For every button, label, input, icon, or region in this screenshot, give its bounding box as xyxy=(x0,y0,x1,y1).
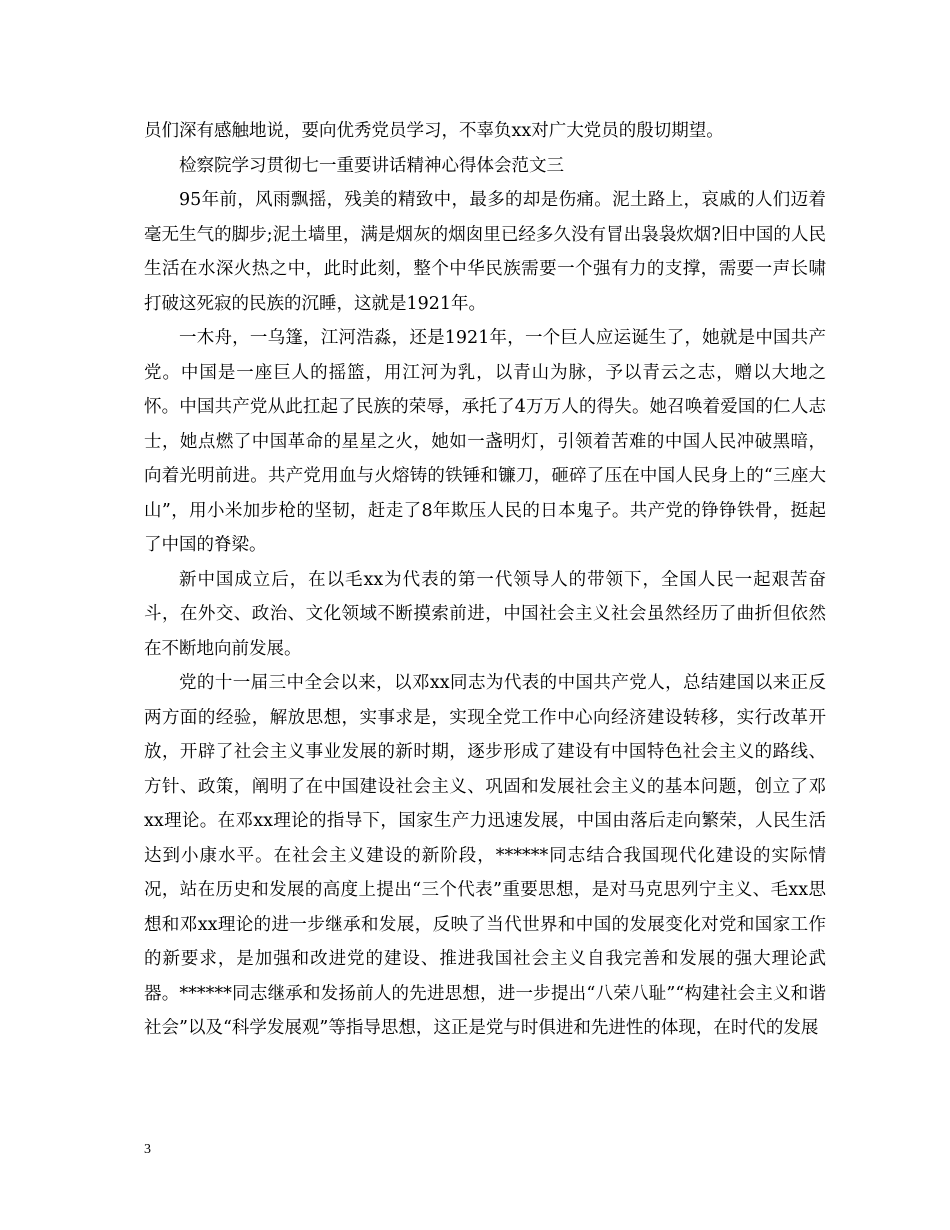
paragraph: 95年前，风雨飘摇，残美的精致中，最多的却是伤痛。泥土路上，哀戚的人们迈着毫无生气的脚步;泥土墙里，满是烟灰的烟囱里已经多久没有冒出袅袅炊烟?旧中国的人民生活在水深火热之中，此时此刻，整个中华民族需要一个强有力的支撑，需要一声长啸打破这死寂的民族的沉睡，这就是1921年。 xyxy=(144,190,826,314)
paragraph: 新中国成立后，在以毛xx为代表的第一代领导人的带领下，全国人民一起艰苦奋斗，在外交、政治、文化领域不断摸索前进，中国社会主义社会虽然经历了曲折但依然在不断地向前发展。 xyxy=(144,569,826,659)
section-title: 检察院学习贯彻七一重要讲话精神心得体会范文三 xyxy=(179,155,564,176)
paragraph: 一木舟，一乌篷，江河浩淼，还是1921年，一个巨人应运诞生了，她就是中国共产党。中国是一座巨人的摇篮，用江河为乳，以青山为脉，予以青云之志，赠以大地之怀。中国共产党从此扛起了民族的荣辱，承托了4万万人的得失。她召唤着爱国的仁人志士，她点燃了中国革命的星星之火，她如一盏明灯，引领着苦难的中国人民冲破黑暗，向着光明前进。共产党用血与火熔铸的铁锤和镰刀，砸碎了压在中国人民身上的“三座大山”，用小米加步枪的坚韧，赶走了8年欺压人民的日本鬼子。共产党的铮铮铁骨，挺起了中国的脊梁。 xyxy=(144,328,826,555)
paragraph: 党的十一届三中全会以来，以邓xx同志为代表的中国共产党人，总结建国以来正反两方面的经验，解放思想，实事求是，实现全党工作中心向经济建设转移，实行改革开放，开辟了社会主义事业发展的新时期，逐步形成了建设有中国特色社会主义的路线、方针、政策，阐明了在中国建设社会主义、巩固和发展社会主义的基本问题，创立了邓xx理论。在邓xx理论的指导下，国家生产力迅速发展，中国由落后走向繁荣，人民生活达到小康水平。在社会主义建设的新阶段，******同志结合我国现代化建设的实际情况，站在历史和发展的高度上提出“三个代表”重要思想，是对马克思列宁主义、毛xx思想和邓xx理论的进一步继承和发展，反映了当代世界和中国的发展变化对党和国家工作的新要求，是加强和改进党的建设、推进我国社会主义自我完善和发展的强大理论武器。******同志继承和发扬前人的先进思想，进一步提出“八荣八耻”“构建社会主义和谐社会”以及“科学发展观”等指导思想，这正是党与时俱进和先进性的体现，在时代的发展 xyxy=(144,673,826,1038)
paragraph-continuation: 员们深有感触地说，要向优秀党员学习，不辜负xx对广大党员的殷切期望。 xyxy=(144,121,724,141)
body-text xyxy=(144,114,826,1046)
page-number: 3 xyxy=(144,1142,151,1157)
